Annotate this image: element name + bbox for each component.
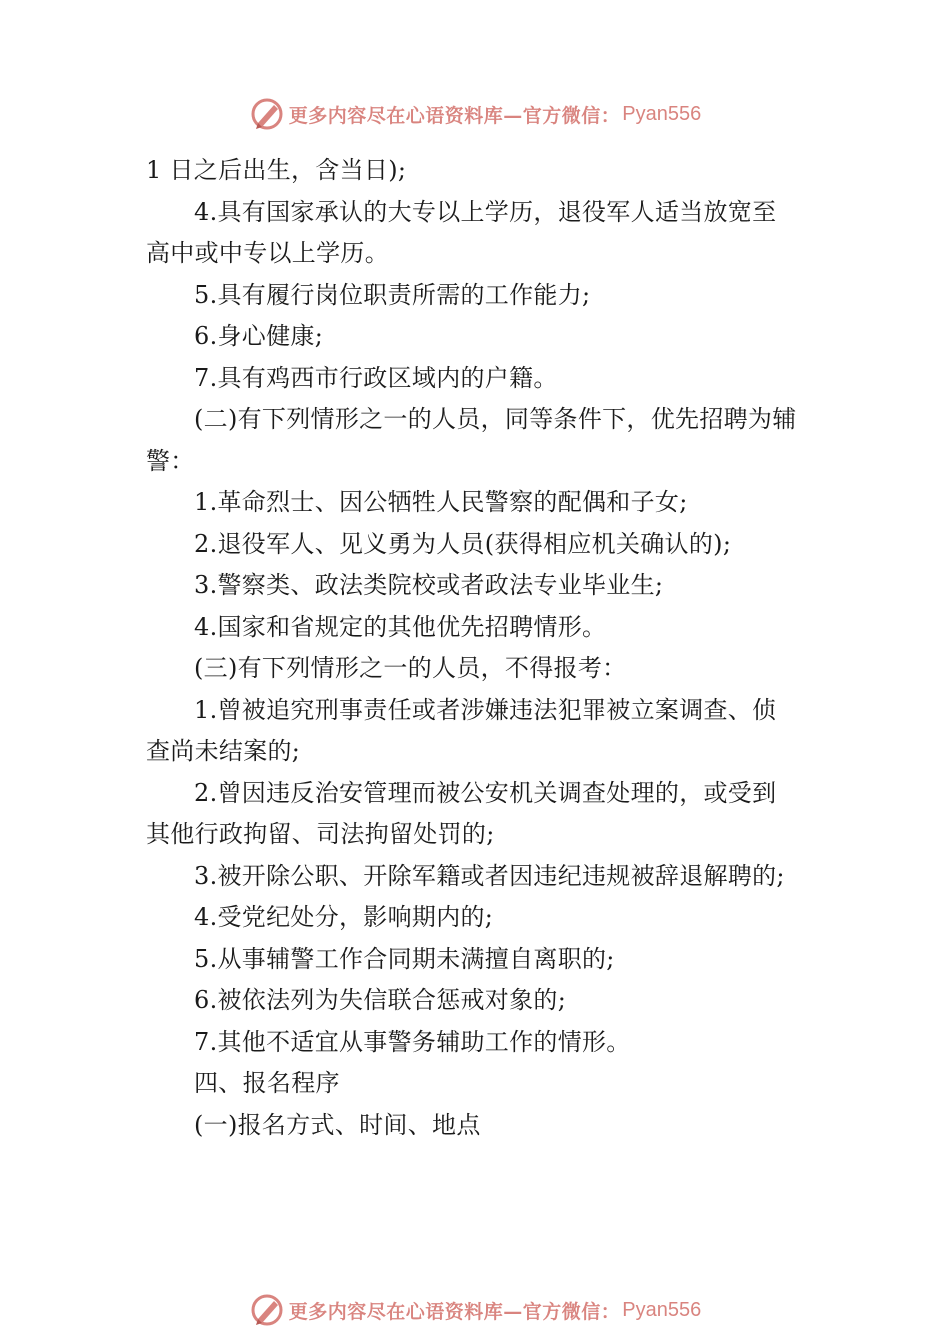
text-line: (二)有下列情形之一的人员，同等条件下，优先招聘为辅 <box>194 405 797 433</box>
text-line: 1.革命烈士、因公牺牲人民警察的配偶和子女; <box>194 488 688 516</box>
pen-logo-icon <box>249 1292 285 1328</box>
text-line: 2.退役军人、见义勇为人员(获得相应机关确认的); <box>194 529 732 558</box>
text-line: 1.曾被追究刑事责任或者涉嫌违法犯罪被立案调查、侦 <box>194 695 777 724</box>
text-line: 5.具有履行岗位职责所需的工作能力; <box>194 280 591 309</box>
text-line: 警： <box>146 446 195 475</box>
footer-wechat-id: Pyan556 <box>622 1298 702 1321</box>
footer-banner <box>0 1290 950 1330</box>
header-wechat-id: Pyan556 <box>622 102 702 125</box>
text-line: 6.被依法列为失信联合惩戒对象的; <box>194 986 567 1014</box>
text-line: 查尚未结案的; <box>146 737 301 765</box>
text-line: (三)有下列情形之一的人员，不得报考： <box>194 654 627 682</box>
text-line: 1 日之后出生，含当日); <box>146 156 407 184</box>
footer-text: 更多内容尽在心语资料库—官方微信： <box>288 1300 621 1323</box>
text-line: 2.曾因违反治安管理而被公安机关调查处理的，或受到 <box>194 778 777 807</box>
text-line: 6.身心健康; <box>194 322 324 350</box>
document-body <box>146 150 806 1146</box>
text-line: 7.其他不适宜从事警务辅助工作的情形。 <box>194 1027 631 1056</box>
section-heading: 四、报名程序 <box>194 1069 340 1097</box>
text-line: 4.国家和省规定的其他优先招聘情形。 <box>194 612 607 641</box>
text-line: 4.具有国家承认的大专以上学历，退役军人适当放宽至 <box>194 197 777 226</box>
header-text: 更多内容尽在心语资料库—官方微信： <box>288 104 621 127</box>
text-line: 3.警察类、政法类院校或者政法专业毕业生; <box>194 571 664 599</box>
subsection-heading: (一)报名方式、时间、地点 <box>194 1110 481 1139</box>
pen-logo-icon <box>249 96 285 132</box>
text-line: 3.被开除公职、开除军籍或者因违纪违规被辞退解聘的; <box>194 861 785 890</box>
text-line: 高中或中专以上学历。 <box>146 239 389 267</box>
text-line: 5.从事辅警工作合同期未满擅自离职的; <box>194 944 615 973</box>
header-banner <box>0 94 950 134</box>
text-line: 4.受党纪处分，影响期内的; <box>194 903 494 931</box>
text-line: 7.具有鸡西市行政区域内的户籍。 <box>194 363 558 392</box>
text-line: 其他行政拘留、司法拘留处罚的; <box>146 820 495 848</box>
